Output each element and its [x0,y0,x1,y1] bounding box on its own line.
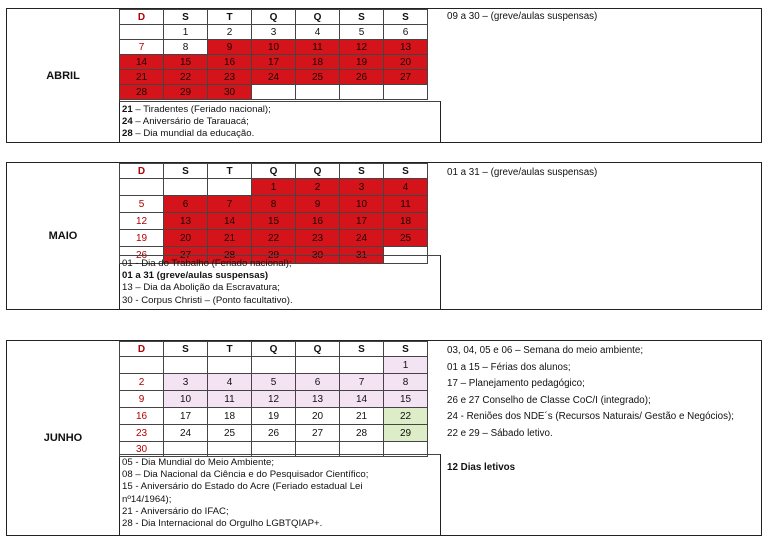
calendar-day: 25 [384,230,428,247]
calendar-day: 8 [164,40,208,55]
april-month-name: ABRIL [7,9,120,142]
calendar-day: 10 [164,391,208,408]
calendar-day: 6 [384,25,428,40]
calendar-week [120,408,428,425]
weekday-header: Q [296,342,340,357]
calendar-day: 1 [164,25,208,40]
calendar-day: 25 [208,425,252,442]
june-event: 22 e 29 – Sábado letivo. [447,427,553,439]
calendar-day: 14 [120,55,164,70]
april-block [6,8,762,143]
calendar-week [120,196,428,213]
calendar-day: 16 [120,408,164,425]
calendar-day: 28 [340,425,384,442]
calendar-day: 13 [164,213,208,230]
june-event: 17 – Planejamento pedagógico; [447,378,585,389]
calendar-empty-cell [208,357,252,374]
calendar-day: 6 [296,374,340,391]
calendar-day: 11 [384,196,428,213]
april-notes [119,101,441,142]
calendar-day: 24 [164,425,208,442]
calendar-day: 14 [208,213,252,230]
calendar-day: 31 [340,247,384,264]
calendar-day: 17 [340,213,384,230]
weekday-header: T [208,342,252,357]
weekday-header: D [120,10,164,25]
calendar-day: 2 [296,179,340,196]
june-note: 05 - Dia Mundial do Meio Ambiente; [122,457,274,468]
calendar-day: 23 [296,230,340,247]
calendar-day: 9 [296,196,340,213]
weekday-header: S [340,342,384,357]
may-notes [119,255,441,309]
calendar-week [120,357,428,374]
calendar-day: 10 [252,40,296,55]
weekday-header: S [164,10,208,25]
calendar-day: 20 [384,55,428,70]
may-note: 13 – Dia da Abolição da Escravatura; [122,282,280,294]
june-event: 01 a 15 – Férias dos alunos; [447,361,571,373]
calendar-day: 2 [120,374,164,391]
calendar-day: 12 [252,391,296,408]
calendar-day: 4 [384,179,428,196]
calendar-day: 13 [296,391,340,408]
calendar-day: 15 [164,55,208,70]
may-note: 30 - Corpus Christi – (Ponto facultativo). [122,294,293,306]
calendar-day: 28 [120,85,164,100]
weekday-header: Q [296,164,340,179]
weekday-header: T [208,10,252,25]
june-summary: 12 Dias letivos [447,462,516,473]
calendar-day: 5 [340,25,384,40]
june-note: 08 – Dia Nacional da Ciência e do Pesquisador Científico; [122,469,369,481]
weekday-header: S [384,10,428,25]
calendar-day: 26 [340,70,384,85]
calendar-day: 3 [340,179,384,196]
calendar-day: 28 [208,247,252,264]
weekday-header: Q [252,10,296,25]
calendar-empty-cell [340,85,384,100]
calendar-day: 2 [208,25,252,40]
calendar-day: 17 [164,408,208,425]
calendar-day: 14 [340,391,384,408]
may-strike-note: 01 a 31 – (greve/aulas suspensas) [447,167,598,178]
calendar-day: 30 [208,85,252,100]
calendar-day: 15 [384,391,428,408]
calendar-day: 4 [208,374,252,391]
weekday-header: S [384,164,428,179]
weekday-header-row [120,10,428,25]
april-note: 24 – Aniversário de Tarauacá; [122,116,249,128]
calendar-day: 21 [340,408,384,425]
june-notes [119,454,441,535]
calendar-empty-cell [296,357,340,374]
calendar-week [120,230,428,247]
may-calendar [119,163,428,264]
calendar-day: 16 [208,55,252,70]
calendar-empty-cell [252,85,296,100]
calendar-day: 11 [208,391,252,408]
calendar-day: 19 [340,55,384,70]
april-note: 28 – Dia mundial da educação. [122,128,255,140]
calendar-week [120,40,428,55]
calendar-day: 18 [208,408,252,425]
weekday-header: S [340,164,384,179]
calendar-day: 23 [120,425,164,442]
may-side-notes [441,163,761,309]
calendar-week [120,25,428,40]
calendar-empty-cell [120,357,164,374]
may-block [6,162,762,310]
calendar-day: 22 [252,230,296,247]
weekday-header: Q [296,10,340,25]
calendar-day: 21 [208,230,252,247]
june-note: 15 - Aniversário do Estado do Acre (Feriado estadual Lei nº14/1964); [122,481,363,505]
june-event: 24 - Reniões dos NDE´s (Recursos Naturais/ Gestão e Negócios); [447,411,734,422]
may-note: 01 a 31 (greve/aulas suspensas) [122,270,269,282]
calendar-day: 29 [252,247,296,264]
calendar-day: 7 [120,40,164,55]
calendar-day: 29 [384,425,428,442]
calendar-empty-cell [120,25,164,40]
june-event: 26 e 27 Conselho de Classe CoC/I (integrado); [447,394,651,406]
june-note: 21 - Aniversário do IFAC; [122,505,229,517]
weekday-header: Q [252,164,296,179]
calendar-day: 23 [208,70,252,85]
weekday-header: S [164,342,208,357]
calendar-day: 5 [252,374,296,391]
calendar-day: 5 [120,196,164,213]
june-month-name: JUNHO [7,341,120,535]
calendar-empty-cell [296,85,340,100]
april-calendar [119,9,428,100]
calendar-week [120,391,428,408]
calendar-day: 1 [252,179,296,196]
calendar-empty-cell [120,179,164,196]
june-side-notes [441,341,761,535]
calendar-empty-cell [384,85,428,100]
calendar-week [120,70,428,85]
calendar-week [120,179,428,196]
calendar-day: 20 [164,230,208,247]
calendar-day: 4 [296,25,340,40]
weekday-header: T [208,164,252,179]
calendar-empty-cell [164,179,208,196]
calendar-day: 19 [120,230,164,247]
june-block [6,340,762,536]
calendar-day: 29 [164,85,208,100]
calendar-day: 26 [252,425,296,442]
calendar-day: 22 [384,408,428,425]
calendar-day: 1 [384,357,428,374]
calendar-day: 27 [164,247,208,264]
weekday-header: S [164,164,208,179]
calendar-day: 6 [164,196,208,213]
weekday-header-row [120,342,428,357]
calendar-day: 12 [340,40,384,55]
calendar-day: 22 [164,70,208,85]
calendar-day: 9 [120,391,164,408]
calendar-day: 18 [384,213,428,230]
calendar-day: 30 [296,247,340,264]
calendar-day: 17 [252,55,296,70]
calendar-day: 25 [296,70,340,85]
calendar-empty-cell [340,357,384,374]
calendar-week [120,55,428,70]
calendar-day: 24 [340,230,384,247]
calendar-day: 7 [340,374,384,391]
june-event: 03, 04, 05 e 06 – Semana do meio ambiente; [447,345,644,356]
calendar-day: 16 [296,213,340,230]
calendar-day: 11 [296,40,340,55]
calendar-day: 12 [120,213,164,230]
calendar-day: 21 [120,70,164,85]
calendar-day: 8 [252,196,296,213]
calendar-empty-cell [208,179,252,196]
calendar-day: 3 [164,374,208,391]
calendar-day: 30 [120,442,164,457]
weekday-header: S [384,342,428,357]
calendar-day: 15 [252,213,296,230]
calendar-week [120,85,428,100]
calendar-week [120,374,428,391]
calendar-day: 3 [252,25,296,40]
calendar-empty-cell [164,357,208,374]
calendar-day: 18 [296,55,340,70]
calendar-week [120,425,428,442]
calendar-day: 27 [384,70,428,85]
calendar-empty-cell [252,357,296,374]
june-calendar [119,341,428,457]
calendar-day: 26 [120,247,164,264]
may-note: 01 - Dia do Trabalho (Feriado nacional); [122,258,292,269]
calendar-day: 13 [384,40,428,55]
calendar-day: 7 [208,196,252,213]
calendar-week [120,213,428,230]
calendar-day: 19 [252,408,296,425]
april-side-notes [441,9,761,142]
calendar-day: 9 [208,40,252,55]
may-month-name: MAIO [7,163,120,309]
calendar-day: 20 [296,408,340,425]
weekday-header-row [120,164,428,179]
calendar-day: 24 [252,70,296,85]
april-strike-note: 09 a 30 – (greve/aulas suspensas) [447,11,598,22]
calendar-day: 8 [384,374,428,391]
weekday-header: S [340,10,384,25]
weekday-header: D [120,342,164,357]
calendar-day: 10 [340,196,384,213]
weekday-header: Q [252,342,296,357]
april-note: 21 – Tiradentes (Feriado nacional); [122,104,271,115]
weekday-header: D [120,164,164,179]
calendar-day: 27 [296,425,340,442]
june-note: 28 - Dia Internacional do Orgulho LGBTQIAP+. [122,518,323,530]
